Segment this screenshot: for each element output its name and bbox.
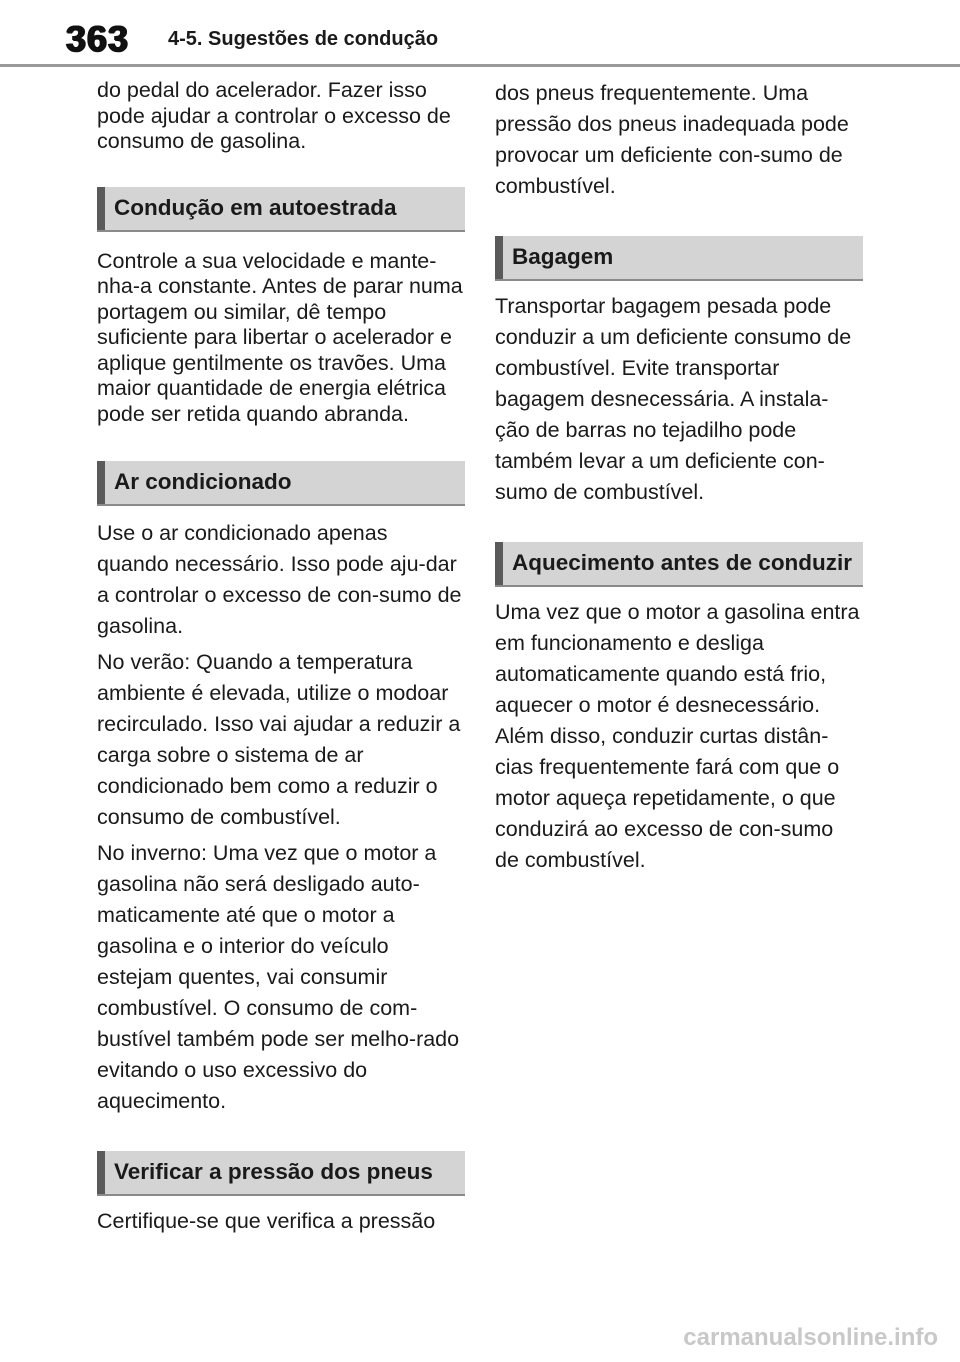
section-title: 4-5. Sugestões de condução — [168, 28, 439, 50]
left-column — [97, 78, 465, 1237]
heading-air-conditioning: Ar condicionado — [97, 461, 465, 506]
highway-driving-paragraph: Controle a sua velocidade e mante-nha-a constante. Antes de parar numa portagem ou similar, dê tempo suficiente para libertar o acelerador e aplique gentilmente os travões. Uma maior quantidade de energia elétrica pode ser retida quando abranda. — [97, 248, 463, 426]
air-conditioning-paragraph-3: No inverno: Uma vez que o motor a gasolina não será desligado auto-maticamente até que o motor a gasolina e o interior do veículo estejam quentes, vai consumir combustível. O consumo de com-bustível também pode ser melho-rado evitando o uso excessivo do aquecimento. — [97, 841, 460, 1113]
watermark: carmanualsonline.info — [683, 1324, 938, 1351]
page-header — [0, 0, 960, 70]
right-column — [495, 78, 863, 876]
air-conditioning-paragraph-1: Use o ar condicionado apenas quando necessário. Isso pode aju-dar a controlar o excesso de con-sumo de gasolina. — [97, 521, 462, 638]
heading-luggage: Bagagem — [495, 236, 863, 281]
air-conditioning-paragraph-2: No verão: Quando a temperatura ambiente é elevada, utilize o modoar recirculado. Isso vai ajudar a reduzir a carga sobre o sistema de ar condicionado bem como a reduzir o consumo de combustível. — [97, 650, 461, 829]
page-number: 363 — [66, 18, 130, 59]
heading-highway-driving: Condução em autoestrada — [97, 187, 465, 232]
intro-paragraph: do pedal do acelerador. Fazer isso pode ajudar a controlar o excesso de consumo de gasolina. — [97, 78, 451, 153]
header-divider — [0, 64, 960, 67]
tire-pressure-continued: dos pneus frequentemente. Uma pressão dos pneus inadequada pode provocar um deficiente con-sumo de combustível. — [495, 81, 849, 198]
luggage-paragraph: Transportar bagagem pesada pode conduzir a um deficiente consumo de combustível. Evite transportar bagagem desnecessária. A instala-ção de barras no tejadilho pode também levar a um deficiente con-sumo de combustível. — [495, 294, 852, 504]
tire-pressure-paragraph: Certifique-se que verifica a pressão — [97, 1209, 436, 1233]
heading-tire-pressure: Verificar a pressão dos pneus — [97, 1151, 465, 1196]
heading-warm-up: Aquecimento antes de conduzir — [495, 542, 863, 587]
warm-up-paragraph: Uma vez que o motor a gasolina entra em funcionamento e desliga automaticamente quando está frio, aquecer o motor é desnecessário. Além disso, conduzir curtas distân-cias frequentemente fará com que o motor aqueça repetidamente, o que conduzirá ao excesso de con-sumo de combustível. — [495, 600, 860, 872]
